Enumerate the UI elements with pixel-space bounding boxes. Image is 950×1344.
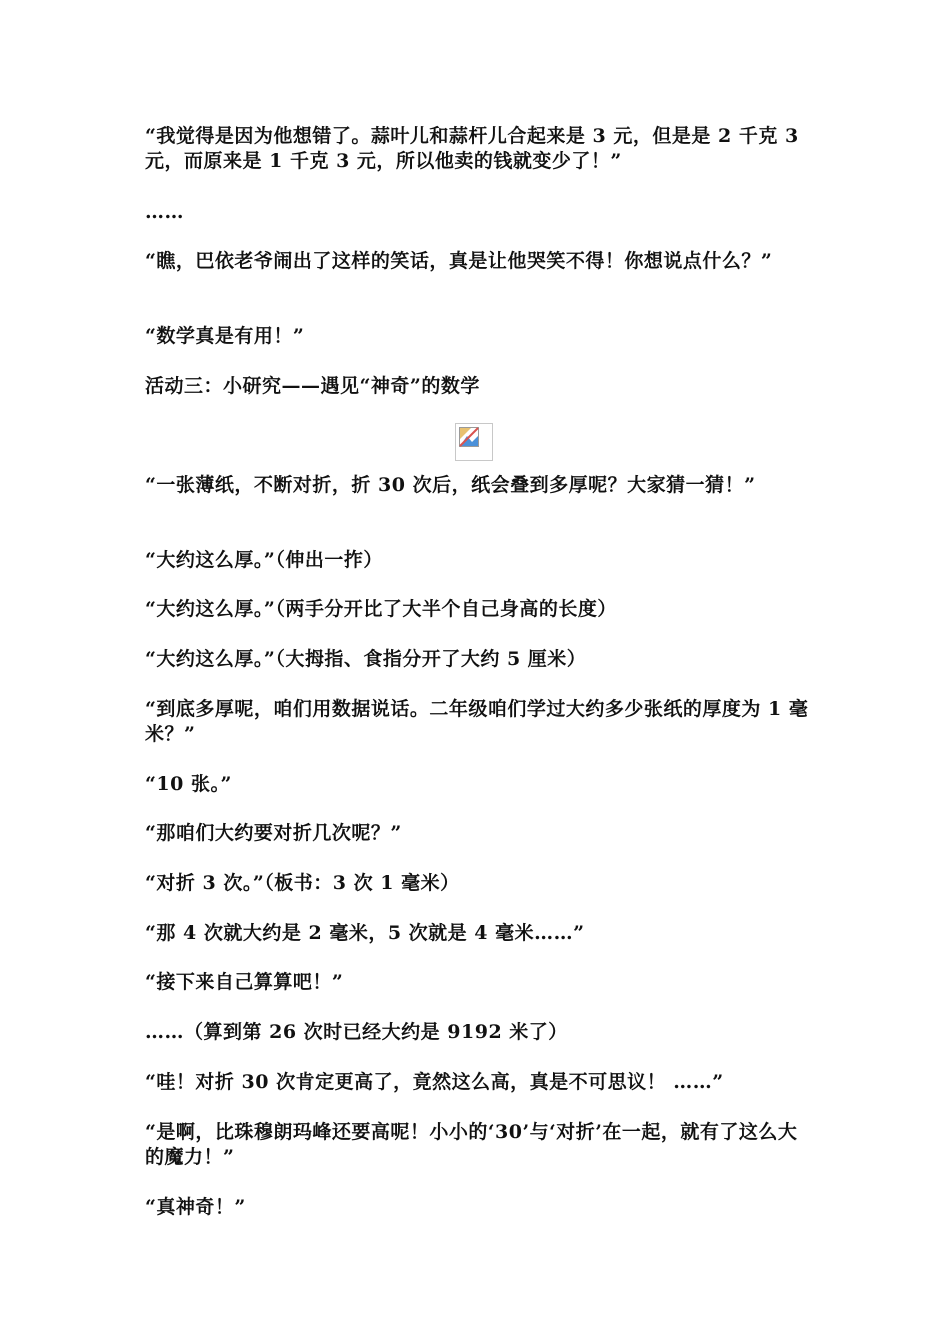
paragraph-bayi-joke: “瞧，巴依老爷闹出了这样的笑话，真是让他哭笑不得！你想说点什么？” xyxy=(145,250,773,272)
paragraph-three-folds: “对折 3 次。”（板书：3 次 1 毫米） xyxy=(145,872,460,894)
paragraph-folding-question: “一张薄纸，不断对折，折 30 次后，纸会叠到多厚呢？大家猜一猜！” xyxy=(145,474,756,496)
paragraph-four-five-folds: “那 4 次就大约是 2 毫米，5 次就是 4 毫米……” xyxy=(145,922,585,944)
paragraph-guess-1: “大约这么厚。”（伸出一拃） xyxy=(145,549,383,571)
broken-image-icon xyxy=(455,423,493,461)
paragraph-30-folds-wow: “哇！对折 30 次肯定更高了，竟然这么高，真是不可思议！ ……” xyxy=(145,1071,724,1093)
paragraph-data-question: “到底多厚呢，咱们用数据说话。二年级咱们学过大约多少张纸的厚度为 1 毫米？” xyxy=(145,698,809,745)
paragraph-everest: “是啊，比珠穆朗玛峰还要高呢！小小的‘30’与‘对折’在一起，就有了这么大的魔力！” xyxy=(145,1121,798,1168)
paragraph-how-many-folds: “那咱们大约要对折几次呢？” xyxy=(145,822,402,844)
paragraph-math-useful: “数学真是有用！” xyxy=(145,325,305,347)
section-heading-activity-three: 活动三：小研究——遇见“神奇”的数学 xyxy=(145,375,480,397)
paragraph-guess-3: “大约这么厚。”（大拇指、食指分开了大约 5 厘米） xyxy=(145,648,587,670)
paragraph-ellipsis-1: …… xyxy=(145,201,184,223)
image-glyph-icon xyxy=(459,427,479,447)
paragraph-calculate: “接下来自己算算吧！” xyxy=(145,971,344,993)
paragraph-ten-sheets: “10 张。” xyxy=(145,773,232,795)
paragraph-amazing: “真神奇！” xyxy=(145,1196,246,1218)
paragraph-answer-garlic: “我觉得是因为他想错了。蒜叶儿和蒜杆儿合起来是 3 元，但是是 2 千克 3 元，而原来是 1 千克 3 元，所以他卖的钱就变少了！” xyxy=(145,125,799,172)
paragraph-26-folds: ……（算到第 26 次时已经大约是 9192 米了） xyxy=(145,1021,568,1043)
paragraph-guess-2: “大约这么厚。”（两手分开比了大半个自己身高的长度） xyxy=(145,598,617,620)
